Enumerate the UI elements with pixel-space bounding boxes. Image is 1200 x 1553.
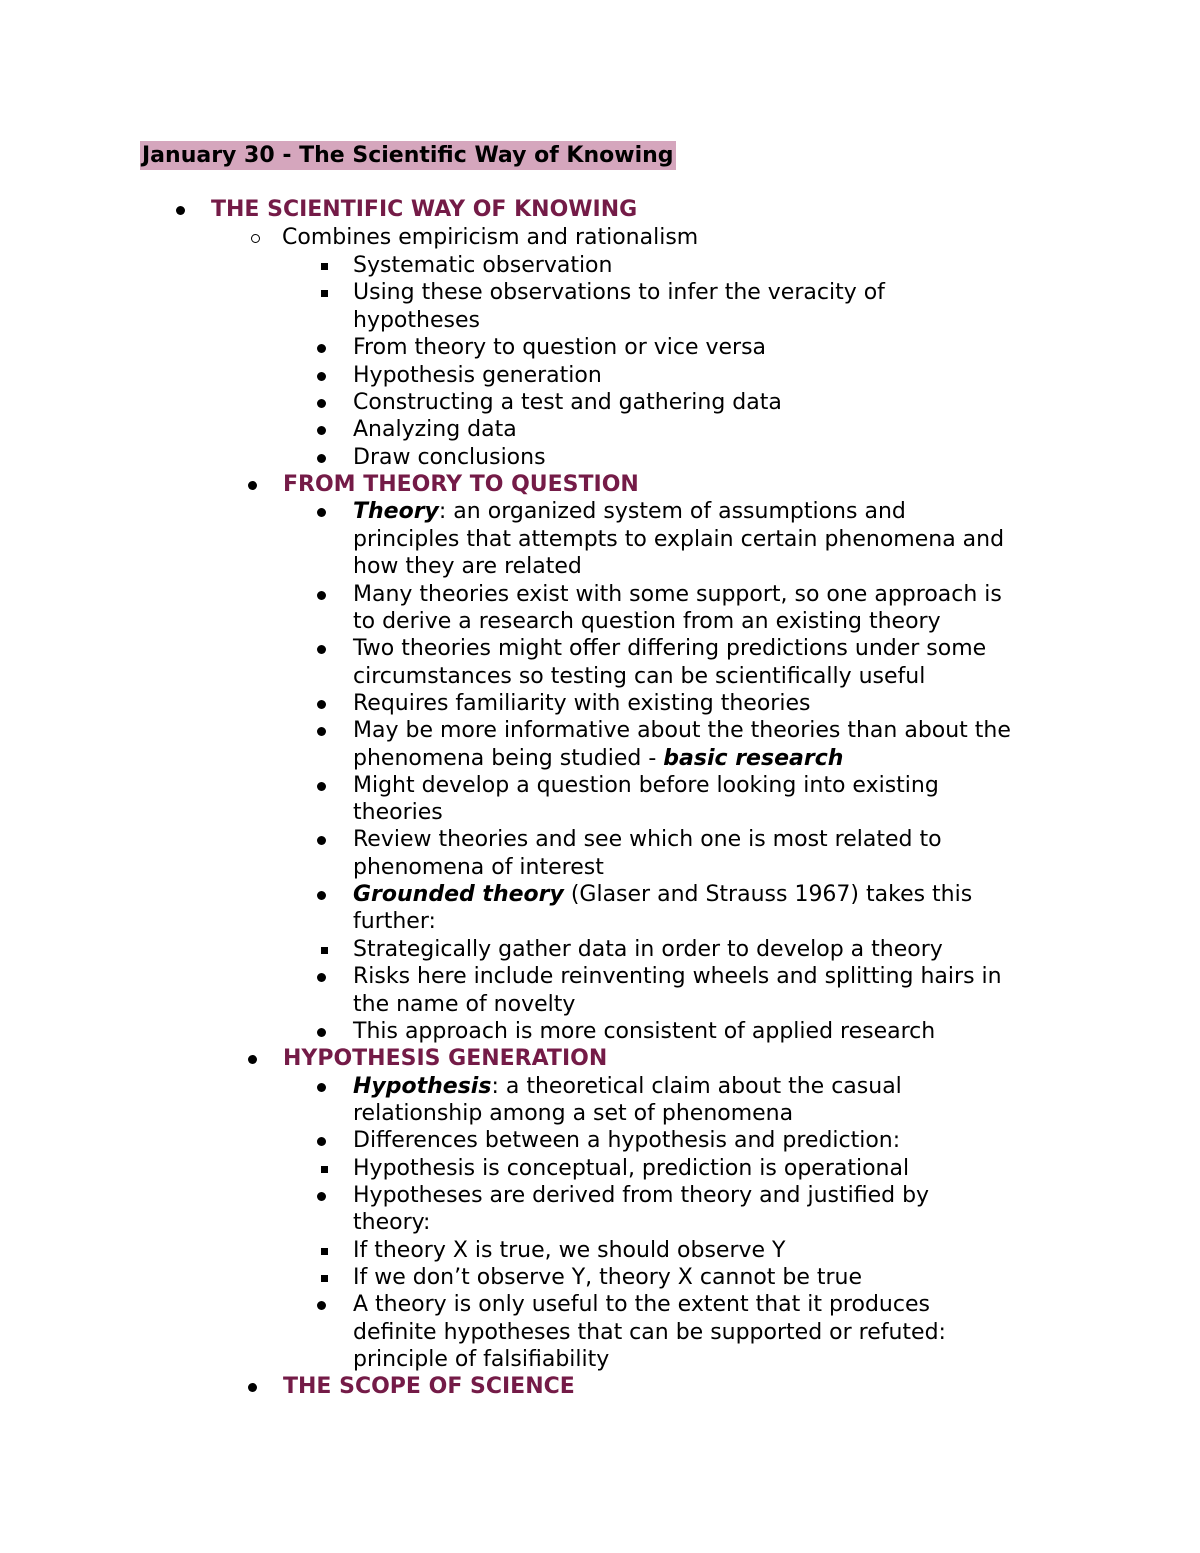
list-item: Draw conclusions bbox=[353, 445, 546, 470]
bullet-square-icon bbox=[316, 1237, 332, 1264]
list-item: Using these observations to infer the veracity of bbox=[353, 280, 885, 305]
bullet-dot-icon bbox=[313, 416, 329, 443]
definition: : a theoretical claim about the casual bbox=[491, 1074, 902, 1099]
bullet-dot-icon bbox=[313, 963, 329, 990]
list-item bbox=[353, 498, 906, 525]
list-item: Systematic observation bbox=[353, 253, 613, 278]
list-item: If theory X is true, we should observe Y bbox=[353, 1238, 786, 1263]
section-heading: FROM THEORY TO QUESTION bbox=[283, 472, 639, 497]
section-heading: THE SCOPE OF SCIENCE bbox=[283, 1374, 575, 1399]
bullet-dot-icon bbox=[313, 1182, 329, 1209]
bullet-dot-icon bbox=[313, 881, 329, 908]
list-item bbox=[353, 1073, 902, 1100]
list-item: Constructing a test and gathering data bbox=[353, 390, 782, 415]
list-item bbox=[353, 881, 972, 908]
list-item: Differences between a hypothesis and prediction: bbox=[353, 1128, 901, 1153]
bullet-dot-icon bbox=[313, 1073, 329, 1100]
bullet-dot-icon bbox=[313, 1127, 329, 1154]
list-item-continuation: phenomena of interest bbox=[353, 855, 604, 880]
bullet-dot-icon bbox=[313, 1291, 329, 1318]
list-item: If we don’t observe Y, theory X cannot be true bbox=[353, 1265, 863, 1290]
bullet-dot-icon bbox=[313, 826, 329, 853]
bullet-dot-icon bbox=[313, 581, 329, 608]
bullet-dot-icon bbox=[313, 690, 329, 717]
definition: (Glaser and Strauss 1967) takes this bbox=[563, 882, 973, 907]
list-item-continuation: relationship among a set of phenomena bbox=[353, 1101, 794, 1126]
bullet-circle-icon bbox=[246, 224, 264, 251]
section-heading: THE SCIENTIFIC WAY OF KNOWING bbox=[211, 197, 638, 222]
section-heading: HYPOTHESIS GENERATION bbox=[283, 1046, 608, 1071]
list-item: Analyzing data bbox=[353, 417, 517, 442]
list-item-continuation: hypotheses bbox=[353, 308, 480, 333]
definition: : an organized system of assumptions and bbox=[438, 499, 906, 524]
term: Hypothesis bbox=[353, 1074, 492, 1099]
list-item-continuation: circumstances so testing can be scientifically useful bbox=[353, 664, 926, 689]
list-item: Many theories exist with some support, so one approach is bbox=[353, 582, 1002, 607]
bullet-dot-icon bbox=[244, 1045, 260, 1072]
term: basic research bbox=[663, 746, 844, 771]
bullet-dot-icon bbox=[313, 362, 329, 389]
list-item: This approach is more consistent of applied research bbox=[353, 1019, 936, 1044]
list-item-continuation: theories bbox=[353, 800, 443, 825]
list-item-continuation: to derive a research question from an existing theory bbox=[353, 609, 941, 634]
bullet-square-icon bbox=[316, 1155, 332, 1182]
list-item-continuation bbox=[353, 745, 843, 772]
list-item-continuation: theory: bbox=[353, 1210, 431, 1235]
bullet-dot-icon bbox=[313, 1018, 329, 1045]
list-item: Hypothesis generation bbox=[353, 363, 602, 388]
bullet-square-icon bbox=[316, 279, 332, 306]
list-item: Hypothesis is conceptual, prediction is operational bbox=[353, 1156, 910, 1181]
list-item: Requires familiarity with existing theories bbox=[353, 691, 811, 716]
bullet-square-icon bbox=[316, 1264, 332, 1291]
bullet-dot-icon bbox=[313, 498, 329, 525]
list-item-continuation: further: bbox=[353, 909, 436, 934]
list-item-continuation: principle of falsifiability bbox=[353, 1347, 610, 1372]
bullet-square-icon bbox=[316, 936, 332, 963]
bullet-dot-icon bbox=[244, 471, 260, 498]
bullet-dot-icon bbox=[313, 635, 329, 662]
bullet-dot-icon bbox=[172, 196, 188, 223]
bullet-square-icon bbox=[316, 252, 332, 279]
list-item: From theory to question or vice versa bbox=[353, 335, 767, 360]
list-item-continuation: definite hypotheses that can be supported or refuted: bbox=[353, 1320, 946, 1345]
list-item: Might develop a question before looking into existing bbox=[353, 773, 939, 798]
list-item: Strategically gather data in order to develop a theory bbox=[353, 937, 943, 962]
list-item: May be more informative about the theories than about the bbox=[353, 718, 1011, 743]
list-item: A theory is only useful to the extent that it produces bbox=[353, 1292, 930, 1317]
term: Grounded theory bbox=[353, 882, 564, 907]
list-item: Hypotheses are derived from theory and justified by bbox=[353, 1183, 930, 1208]
bullet-dot-icon bbox=[313, 389, 329, 416]
bullet-dot-icon bbox=[313, 717, 329, 744]
list-item-continuation: principles that attempts to explain certain phenomena and bbox=[353, 527, 1005, 552]
list-item-continuation: how they are related bbox=[353, 554, 582, 579]
bullet-dot-icon bbox=[313, 772, 329, 799]
list-item: Review theories and see which one is most related to bbox=[353, 827, 942, 852]
term: Theory bbox=[353, 499, 439, 524]
page-title: January 30 - The Scientific Way of Knowing bbox=[142, 143, 674, 168]
bullet-dot-icon bbox=[313, 334, 329, 361]
continuation-text: phenomena being studied - bbox=[353, 746, 664, 771]
bullet-dot-icon bbox=[313, 444, 329, 471]
list-item-continuation: the name of novelty bbox=[353, 992, 576, 1017]
bullet-dot-icon bbox=[244, 1373, 260, 1400]
list-item: Combines empiricism and rationalism bbox=[282, 225, 699, 250]
list-item: Two theories might offer differing predictions under some bbox=[353, 636, 987, 661]
list-item: Risks here include reinventing wheels and splitting hairs in bbox=[353, 964, 1002, 989]
